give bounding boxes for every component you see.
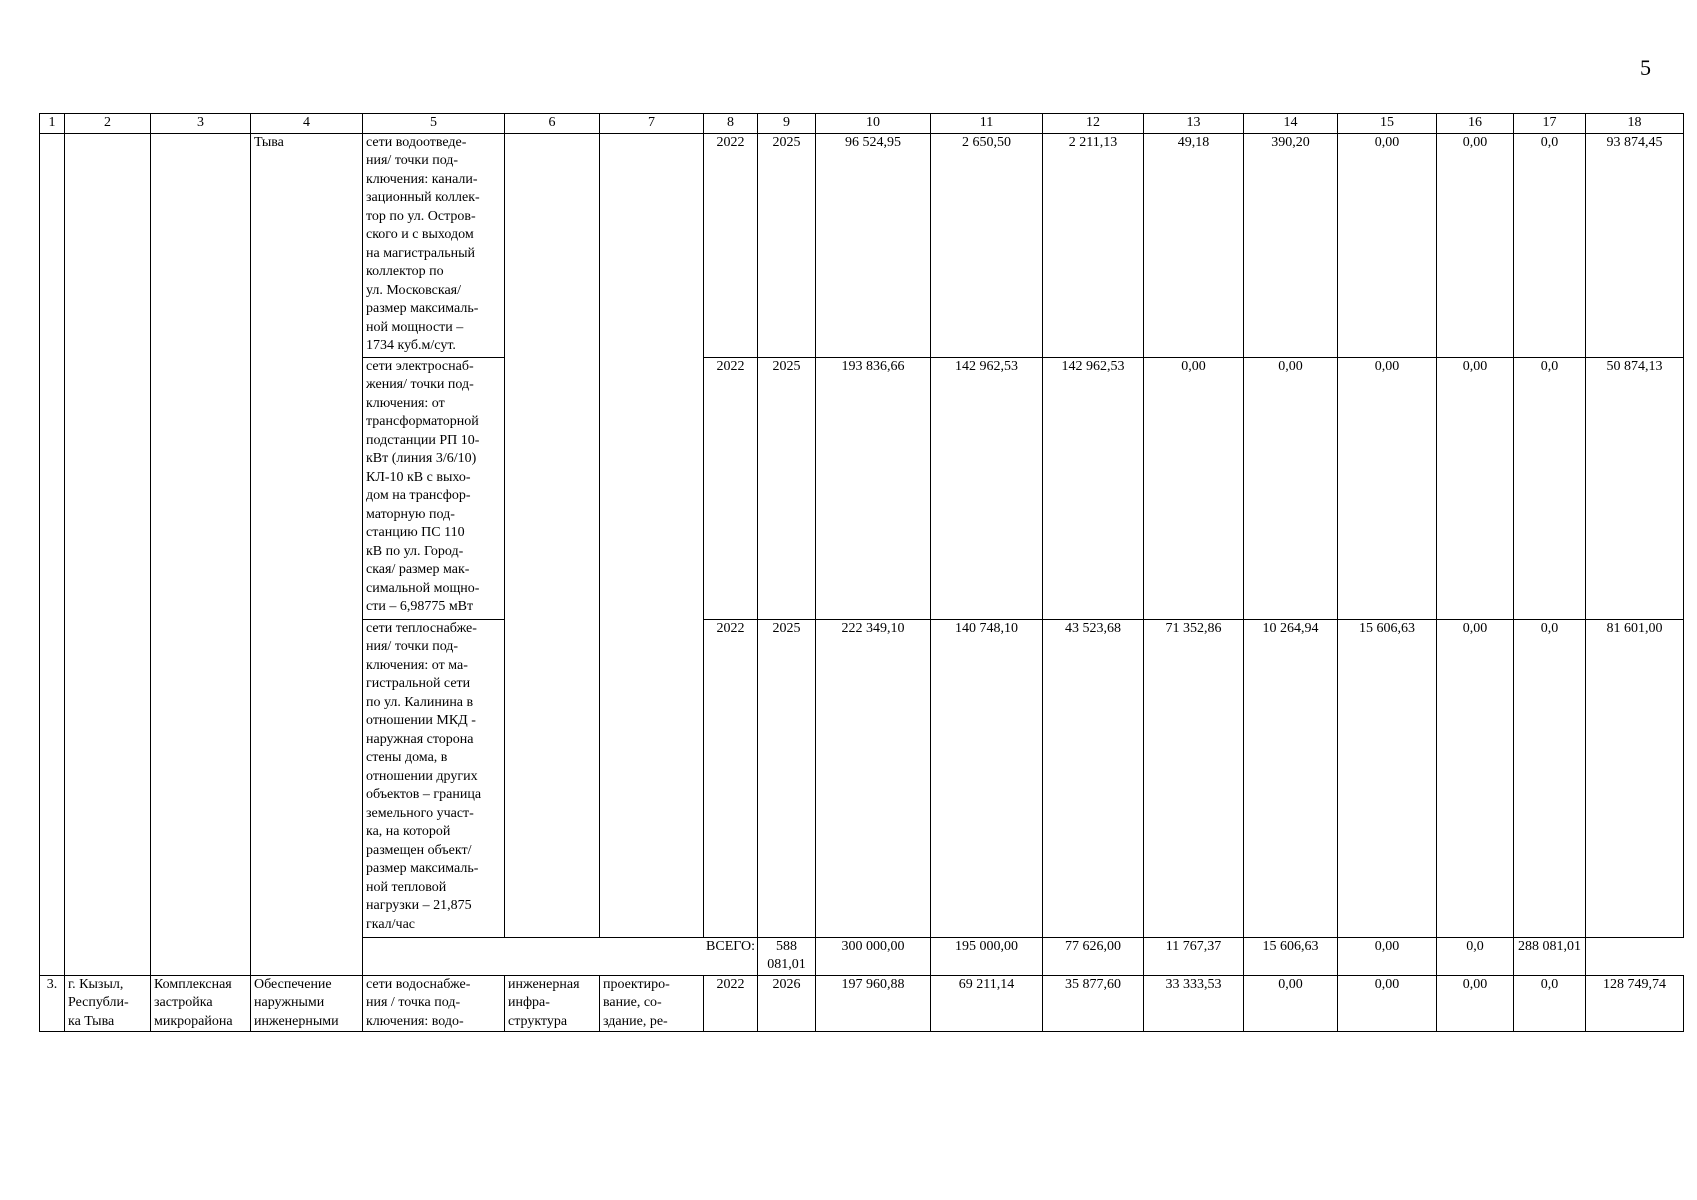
value-cell: 10 264,94 <box>1244 619 1338 937</box>
column-number-row <box>40 114 1684 134</box>
network-description: сети водоснабже- ния / точка под- ключения: водо- <box>363 975 505 1032</box>
value-cell: 33 333,53 <box>1144 975 1244 1032</box>
header-cell: 13 <box>1144 114 1244 134</box>
table-row-item-3 <box>40 975 1684 1032</box>
value-cell: 2 650,50 <box>931 133 1043 357</box>
value-cell: 0,00 <box>1244 357 1338 619</box>
value-cell: 35 877,60 <box>1043 975 1144 1032</box>
total-value: 195 000,00 <box>931 937 1043 975</box>
value-cell: 96 524,95 <box>816 133 931 357</box>
header-cell: 5 <box>363 114 505 134</box>
value-cell: 71 352,86 <box>1144 619 1244 937</box>
value-cell: 0,00 <box>1338 357 1437 619</box>
project-cell: Комплексная застройка микрорайона <box>151 975 251 1032</box>
stage-cell: проектиро- вание, со- здание, ре- <box>600 975 704 1032</box>
value-cell: 0,00 <box>1437 357 1514 619</box>
value-cell: 0,0 <box>1514 975 1586 1032</box>
network-description: сети водоотведе- ния/ точки под- ключения: канали- зационный коллек- тор по ул. Остров- ского и с выходом на магистральный коллектор по ул. Московская/ размер максималь- ной мощности – 1734 куб.м/сут. <box>363 133 505 357</box>
total-value: 0,0 <box>1437 937 1514 975</box>
total-value: 11 767,37 <box>1144 937 1244 975</box>
cell-empty <box>151 133 251 975</box>
header-cell: 8 <box>704 114 758 134</box>
header-cell: 7 <box>600 114 704 134</box>
value-cell: 128 749,74 <box>1586 975 1684 1032</box>
header-cell: 4 <box>251 114 363 134</box>
value-cell: 43 523,68 <box>1043 619 1144 937</box>
value-cell: 49,18 <box>1144 133 1244 357</box>
header-cell: 12 <box>1043 114 1144 134</box>
header-cell: 6 <box>505 114 600 134</box>
total-value: 300 000,00 <box>816 937 931 975</box>
header-cell: 16 <box>1437 114 1514 134</box>
end-year: 2025 <box>758 133 816 357</box>
table-row <box>40 133 1684 357</box>
value-cell: 0,00 <box>1338 975 1437 1032</box>
value-cell: 0,0 <box>1514 357 1586 619</box>
end-year: 2026 <box>758 975 816 1032</box>
item-number: 3. <box>40 975 65 1032</box>
value-cell: 197 960,88 <box>816 975 931 1032</box>
value-cell: 81 601,00 <box>1586 619 1684 937</box>
value-cell: 142 962,53 <box>1043 357 1144 619</box>
total-value: 588 081,01 <box>758 937 816 975</box>
value-cell: 0,0 <box>1514 619 1586 937</box>
value-cell: 50 874,13 <box>1586 357 1684 619</box>
start-year: 2022 <box>704 133 758 357</box>
header-cell: 1 <box>40 114 65 134</box>
value-cell: 69 211,14 <box>931 975 1043 1032</box>
total-value: 77 626,00 <box>1043 937 1144 975</box>
value-cell: 0,00 <box>1437 133 1514 357</box>
header-cell: 3 <box>151 114 251 134</box>
value-cell: 2 211,13 <box>1043 133 1144 357</box>
cell-empty <box>40 133 65 975</box>
header-cell: 15 <box>1338 114 1437 134</box>
purpose-cell: Обеспечение наружными инженерными <box>251 975 363 1032</box>
cell-empty <box>65 133 151 975</box>
header-cell: 11 <box>931 114 1043 134</box>
header-cell: 14 <box>1244 114 1338 134</box>
value-cell: 93 874,45 <box>1586 133 1684 357</box>
total-value: 15 606,63 <box>1244 937 1338 975</box>
header-cell: 10 <box>816 114 931 134</box>
cell-empty <box>600 133 704 937</box>
cell-empty <box>505 133 600 937</box>
total-value: 288 081,01 <box>1514 937 1586 975</box>
value-cell: 222 349,10 <box>816 619 931 937</box>
value-cell: 15 606,63 <box>1338 619 1437 937</box>
start-year: 2022 <box>704 619 758 937</box>
value-cell: 0,00 <box>1144 357 1244 619</box>
total-value: 0,00 <box>1338 937 1437 975</box>
value-cell: 390,20 <box>1244 133 1338 357</box>
page-number: 5 <box>1640 55 1651 80</box>
header-cell: 2 <box>65 114 151 134</box>
value-cell: 0,00 <box>1338 133 1437 357</box>
location-cell: г. Кызыл, Республи- ка Тыва <box>65 975 151 1032</box>
network-description: сети теплоснабже- ния/ точки под- ключения: от ма- гистральной сети по ул. Калинина в отношении МКД - наружная сторона стены дома, в отношении других объектов – граница земельного участ- ка, на которой размещен объект/ размер максималь- ной тепловой нагрузки – 21,875 гкал/час <box>363 619 505 937</box>
value-cell: 0,00 <box>1437 975 1514 1032</box>
end-year: 2025 <box>758 619 816 937</box>
value-cell: 0,0 <box>1514 133 1586 357</box>
header-cell: 18 <box>1586 114 1684 134</box>
value-cell: 142 962,53 <box>931 357 1043 619</box>
start-year: 2022 <box>704 975 758 1032</box>
value-cell: 140 748,10 <box>931 619 1043 937</box>
start-year: 2022 <box>704 357 758 619</box>
header-cell: 17 <box>1514 114 1586 134</box>
total-label: ВСЕГО: <box>363 937 758 975</box>
network-description: сети электроснаб- жения/ точки под- ключения: от трансформаторной подстанции РП 10- кВт (линия 3/6/10) КЛ-10 кВ с выхо- дом на трансфор- маторную под- станцию ПС 110 кВ по ул. Город- ская/ размер мак- симальной мощно- сти – 6,98775 мВт <box>363 357 505 619</box>
value-cell: 0,00 <box>1244 975 1338 1032</box>
region-cell: Тыва <box>251 133 363 975</box>
object-type-cell: инженерная инфра- структура <box>505 975 600 1032</box>
value-cell: 193 836,66 <box>816 357 931 619</box>
value-cell: 0,00 <box>1437 619 1514 937</box>
header-cell: 9 <box>758 114 816 134</box>
financing-table <box>39 113 1684 1032</box>
end-year: 2025 <box>758 357 816 619</box>
